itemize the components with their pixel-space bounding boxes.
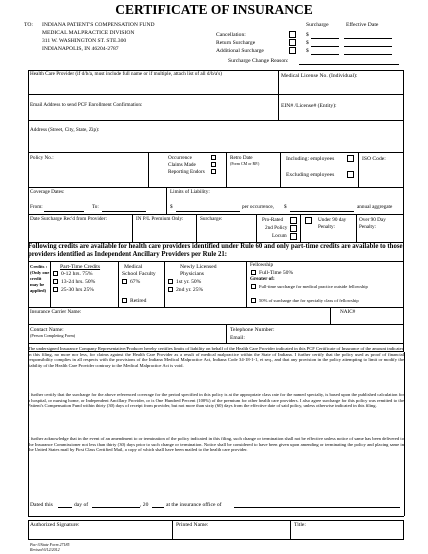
- per-occurrence-label: per occurrence,: [242, 204, 274, 210]
- surcharge-change-reason-line[interactable]: [299, 64, 399, 65]
- divider: [28, 187, 404, 188]
- over-90-label: Over 90 Day: [359, 217, 386, 223]
- contact-name-label: Contact Name:: [30, 327, 64, 333]
- naic-label: NAIC#: [340, 309, 356, 315]
- annual-aggregate-label: annual aggregate: [357, 204, 393, 210]
- ein-label: EIN# /License# (Entity):: [281, 103, 337, 109]
- divider: [358, 152, 359, 187]
- part-time-title: Part-Time Credits: [60, 264, 101, 270]
- pro-rated-checkbox[interactable]: [290, 217, 297, 224]
- to-line[interactable]: [102, 211, 146, 212]
- divider: [28, 352, 29, 516]
- dated-month-line[interactable]: [92, 507, 140, 508]
- printed-name-label: Printed Name:: [176, 522, 209, 528]
- divider: [28, 120, 404, 121]
- second-policy-checkbox[interactable]: [290, 225, 297, 232]
- divider: [226, 324, 227, 343]
- date-received-label: Date Surcharge Rec'd from Provider:: [30, 216, 107, 222]
- to-label: TO:: [24, 22, 33, 28]
- under-90-penalty-label: Penalty:: [318, 224, 336, 230]
- divider: [330, 307, 331, 324]
- claims-made-checkbox[interactable]: [211, 162, 216, 167]
- day-of-label: day of: [74, 502, 89, 508]
- retired-checkbox[interactable]: [122, 298, 127, 303]
- iso-code-label: ISO Code:: [362, 156, 386, 162]
- dated-year-line[interactable]: [152, 507, 164, 508]
- surcharge-line-3[interactable]: [311, 54, 339, 55]
- limits-label: Limits of Liability:: [170, 189, 210, 195]
- effective-date-line-2[interactable]: [344, 46, 392, 47]
- fellowship-full-time-checkbox[interactable]: [251, 270, 256, 275]
- credits-label-1: Credits :: [30, 264, 48, 269]
- medical-school-label-2: School Faculty: [122, 271, 156, 277]
- per-occurrence-line[interactable]: [176, 211, 240, 212]
- divider: [246, 261, 247, 307]
- to-label-field: To:: [92, 204, 99, 210]
- coverage-dates-label: Coverage Dates:: [30, 189, 65, 195]
- first-year-label: 1st yr. 50%: [176, 279, 202, 285]
- pro-rated-label: Pro-Rated: [262, 217, 284, 223]
- email-label: Email Address to send PCF Enrollment Confirmation:: [30, 102, 143, 108]
- second-year-checkbox[interactable]: [168, 287, 173, 292]
- insurance-carrier-label: Insurance Carrier Name:: [30, 309, 82, 315]
- divider: [226, 152, 227, 187]
- credits-label-3: credit: [30, 276, 42, 281]
- divider: [28, 307, 404, 308]
- medical-school-label-1: Medical: [124, 264, 143, 270]
- dollar-2: $: [306, 40, 309, 46]
- divider: [290, 520, 291, 540]
- medical-school-67-checkbox[interactable]: [122, 279, 127, 284]
- return-surcharge-checkbox[interactable]: [289, 39, 296, 46]
- dollar-per-occurrence: $: [170, 204, 173, 210]
- effective-date-line-1[interactable]: [344, 38, 392, 39]
- dollar-3: $: [306, 48, 309, 54]
- authorized-signature-label: Authorized Signature:: [30, 522, 80, 528]
- address-line-2: MEDICAL MALPRACTICE DIVISION: [42, 30, 135, 36]
- fellowship-option-1-checkbox[interactable]: [251, 284, 256, 289]
- locum-checkbox[interactable]: [290, 233, 297, 240]
- surcharge-header: Surcharge: [306, 22, 329, 28]
- reporting-endors-checkbox[interactable]: [211, 169, 216, 174]
- divider: [256, 214, 257, 242]
- provider-label: Health Care Provider (if d/b/a, must include full name or if multiple, attach list of all d/b/a's): [30, 71, 222, 77]
- dated-day-line[interactable]: [58, 507, 72, 508]
- excluding-employees-label: Excluding employees: [286, 172, 335, 178]
- retro-date-sub-label: (Form CM or RP.): [230, 161, 260, 166]
- address-line-4: INDIANAPOLIS, IN 46204-2787: [42, 46, 119, 52]
- newly-licensed-label-2: Physicians: [180, 271, 204, 277]
- form-number: Pac-3/State Form 27185: [30, 542, 70, 547]
- dollar-1: $: [306, 32, 309, 38]
- divider: [28, 214, 404, 215]
- second-year-label: 2nd yr. 25%: [176, 287, 204, 293]
- fellowship-full-time-label: Full-Time 50%: [259, 270, 294, 276]
- divider: [404, 352, 405, 516]
- policy-no-label: Policy No.:: [30, 155, 54, 161]
- address-label: Address (Street, City, State, Zip):: [30, 127, 100, 133]
- surcharge-line-1[interactable]: [311, 38, 339, 39]
- surcharge-label: Surcharge:: [200, 216, 223, 222]
- insurance-office-line[interactable]: [234, 507, 400, 508]
- address-line-1: INDIANA PATIENT'S COMPENSATION FUND: [42, 22, 155, 28]
- cancellation-label: Cancellation:: [216, 32, 246, 38]
- from-line[interactable]: [44, 211, 84, 212]
- annual-aggregate-line[interactable]: [290, 211, 354, 212]
- certification-paragraph-3: I further acknowledge that in the event of an amendment to or termination of the policy indicated in this filing, such change or termination shall not be effective unless notice of same has been delivered to the Insurance Commissioner not less than thirty (30) days prior to such change or termination. Notice shall be considered to have been given upon amending or terminating the policy and placing same in the United States mail by First Class Certified Mail, a copy of which shall have been mailed to the health care provider.: [28, 436, 404, 453]
- at-office-label: at the insurance office of: [166, 502, 222, 508]
- divider: [278, 94, 279, 120]
- year-prefix-label: , 20: [140, 502, 149, 508]
- under-90-checkbox[interactable]: [305, 217, 312, 224]
- locum-label: Locum: [272, 233, 287, 239]
- divider: [28, 152, 404, 153]
- credits-label-5: applied): [30, 288, 47, 293]
- provider-field[interactable]: [30, 79, 276, 93]
- from-label: From:: [30, 204, 43, 210]
- revision-date: Revised 6/12/2012: [30, 547, 60, 552]
- credits-label-2: (Only one: [30, 270, 50, 275]
- part-time-25-30-checkbox[interactable]: [53, 287, 58, 292]
- certification-paragraph-2: I further certify that the surcharge for the above referenced coverage for the period specified in this policy is at the appropriate class rate for the named specialty, is based upon the published calculation for a hospital, or nursing home, or Independent Ancillary Provider, or is One Hundred Percent (100%) of the premium for other health care providers. I also agree surcharge for this policy was remitted to the Patient's Compensation Fund within thirty (30) days of receipt from provider, but not more than sixty (60) days from the effective date of said policy, unless otherwise indicated in this filing.: [28, 392, 404, 409]
- reporting-endors-label: Reporting Endors: [168, 169, 205, 175]
- in-pl-premium-label: IN P/L Premium Only:: [136, 216, 184, 222]
- additional-surcharge-checkbox[interactable]: [289, 47, 296, 54]
- part-time-13-24-checkbox[interactable]: [53, 279, 58, 284]
- retired-label: Retired: [130, 298, 147, 304]
- contact-note-label: (Person Completing Form): [30, 333, 76, 338]
- part-time-25-30-label: 25-30 hrs 25%: [61, 287, 94, 293]
- surcharge-line-2[interactable]: [311, 46, 339, 47]
- divider: [28, 516, 404, 517]
- divider: [278, 70, 279, 94]
- divider: [280, 152, 281, 187]
- fellowship-option-2-label: 50% of surcharge due for specialty class of fellowship: [259, 298, 359, 303]
- additional-surcharge-label: Additional Surcharge: [216, 48, 264, 54]
- divider: [164, 261, 165, 307]
- part-time-0-12-label: 0-12 hrs. 75%: [61, 271, 93, 277]
- title-label: Title:: [294, 522, 306, 528]
- part-time-13-24-label: 13-24 hrs. 50%: [61, 279, 96, 285]
- telephone-label: Telephone Number:: [230, 327, 275, 333]
- divider: [28, 94, 404, 95]
- divider: [132, 214, 133, 242]
- page-title: CERTIFICATE OF INSURANCE: [115, 2, 313, 17]
- dollar-aggregate: $: [284, 204, 287, 210]
- greater-of-label: Greater of:: [250, 276, 275, 282]
- part-time-0-12-checkbox[interactable]: [53, 271, 58, 276]
- certification-paragraph-1: The undersigned Insurance Company Representative/Producer hereby certifies limits of liability on behalf of the Health Care Provider indicated in this PCF Certificate of Insurance of the amount indicated in this filing, no more nor less, for claims against the Health Care Provider as a result of medical malpractice within the State of Indiana. I further certify that the policy used as proof of financial responsibility complies in all respects with the provisions of the Indiana Medical Malpractice Act, Indiana Code 34-18-1-1, et seq., and that any provision in the policy attempting to limit or modify the liability of the Health Care Provider contrary to the Medical Malpractice Act is void.: [28, 346, 404, 368]
- over-90-penalty-label: Penalty:: [359, 224, 377, 230]
- fellowship-option-2-checkbox[interactable]: [251, 298, 256, 303]
- including-employees-checkbox[interactable]: [347, 155, 354, 162]
- under-90-label: Under 90 day: [318, 217, 347, 223]
- credits-label-4: may be: [30, 282, 45, 287]
- divider: [300, 214, 301, 242]
- return-surcharge-label: Return Surcharge: [216, 40, 256, 46]
- effective-date-line-3[interactable]: [344, 54, 392, 55]
- claims-made-label: Claims Made: [168, 162, 196, 168]
- newly-licensed-label-1: Newly Licensed: [180, 264, 217, 270]
- fellowship-label: Fellowship: [250, 262, 274, 268]
- contact-email-label: Email:: [230, 335, 245, 341]
- effective-date-header: Effective Date: [346, 22, 379, 28]
- divider: [356, 214, 357, 242]
- address-line-3: 311 W. WASHINGTON ST. STE.300: [42, 38, 127, 44]
- surcharge-change-reason-label: Surcharge Change Reason:: [228, 58, 289, 64]
- signature-frame: [28, 520, 404, 540]
- first-year-checkbox[interactable]: [168, 279, 173, 284]
- divider: [50, 261, 51, 307]
- fellowship-option-1-label: Full-time surcharge for medical practice outside fellowship: [259, 284, 368, 289]
- divider: [28, 324, 404, 325]
- dated-this-label: Dated this: [30, 502, 53, 508]
- retro-date-label: Retro Date: [230, 155, 253, 161]
- occurrence-label: Occurrence: [168, 155, 192, 161]
- divider: [172, 520, 173, 540]
- divider: [196, 214, 197, 242]
- divider: [148, 152, 149, 187]
- excluding-employees-checkbox[interactable]: [347, 171, 354, 178]
- divider: [28, 343, 404, 344]
- credits-heading: Following credits are available for health care providers identified under Rule 60 and only part-time credits are available to those providers identified as Independent Ancillary Providers per Rule 21:: [28, 243, 403, 259]
- second-policy-label: 2nd Policy: [265, 225, 288, 231]
- including-employees-label: Including: employees: [286, 156, 335, 162]
- cancellation-checkbox[interactable]: [289, 31, 296, 38]
- medical-school-67-label: 67%: [130, 279, 141, 285]
- divider: [118, 261, 119, 307]
- divider: [166, 187, 167, 214]
- occurrence-checkbox[interactable]: [211, 155, 216, 160]
- divider: [28, 261, 404, 262]
- license-label: Medical License No. (Individual):: [281, 73, 358, 79]
